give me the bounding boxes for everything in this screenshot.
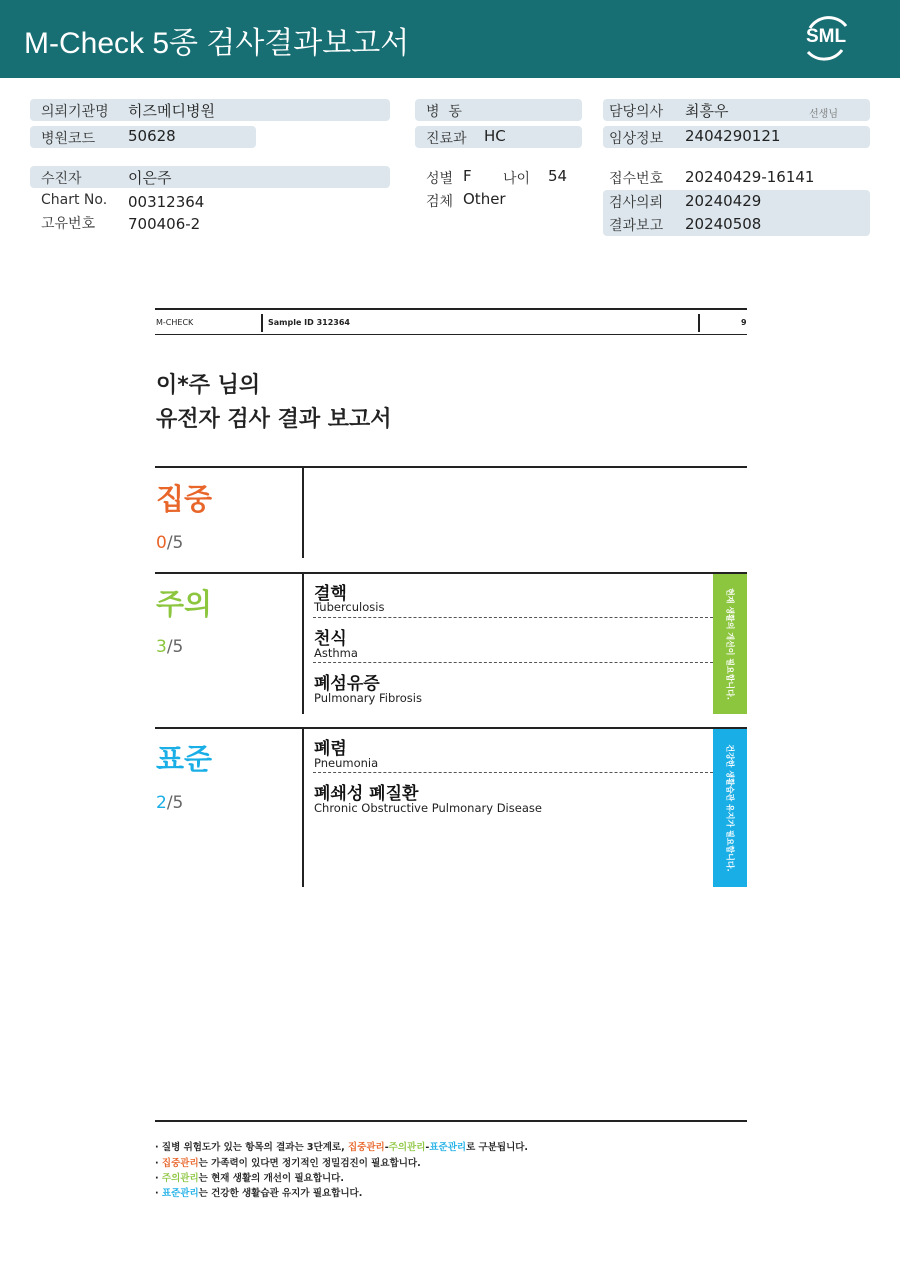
- dept-value: HC: [484, 127, 506, 145]
- request-value: 20240429: [685, 192, 762, 210]
- standard-side-tab: [713, 729, 747, 887]
- receipt-label: 접수번호: [609, 171, 664, 187]
- disease-pneumonia: 폐렴: [314, 739, 347, 759]
- disease-asthma: 천식: [314, 629, 347, 649]
- disease-pneumonia-en: Pneumonia: [314, 756, 379, 770]
- report-heading-2: 유전자 검사 결과 보고서: [156, 407, 392, 432]
- disease-asthma-en: Asthma: [314, 646, 358, 660]
- standard-score: 2/5: [156, 793, 184, 813]
- chart-value: 00312364: [128, 193, 205, 211]
- caution-side-tab: [713, 574, 747, 714]
- standard-side-text: 건강한 생활습관 유지가 필요합니다.: [725, 744, 735, 872]
- request-label: 검사의뢰: [609, 195, 664, 211]
- chart-label: Chart No.: [41, 192, 108, 208]
- patient-label: 수진자: [41, 171, 82, 187]
- sex-label: 성별: [426, 171, 454, 187]
- patient-value: 이은주: [128, 169, 172, 187]
- receipt-value: 20240429-16141: [685, 168, 815, 186]
- category-standard: 표준: [156, 742, 213, 776]
- note-2: · 집중관리는 가족력이 있다면 정기적인 정밀검진이 필요합니다.: [155, 1158, 421, 1169]
- specimen-value: Other: [463, 190, 506, 208]
- standard-top-rule: [155, 727, 747, 729]
- caution-side-text: 현재 생활의 개선이 필요합니다.: [725, 588, 735, 700]
- unique-label: 고유번호: [41, 216, 96, 232]
- hospital-code-label: 병원코드: [41, 131, 96, 147]
- sex-value: F: [463, 167, 472, 185]
- row-separator: [313, 662, 713, 663]
- note-4: · 표준관리는 건강한 생활습관 유지가 필요합니다.: [155, 1188, 363, 1199]
- doctor-label: 담당의사: [609, 104, 664, 120]
- disease-copd: 폐쇄성 폐질환: [314, 784, 419, 804]
- age-value: 54: [548, 167, 568, 185]
- doctor-suffix: 선생님: [809, 109, 838, 120]
- focus-score: 0/5: [156, 533, 184, 553]
- row-separator: [313, 772, 713, 773]
- dept-label: 진료과: [426, 131, 467, 147]
- ward-label: 병 동: [426, 104, 462, 120]
- report-heading-1: 이*주 님의: [156, 373, 261, 398]
- caution-top-rule: [155, 572, 747, 574]
- sample-id: Sample ID 312364: [268, 318, 350, 327]
- sml-logo: [800, 12, 852, 64]
- report-header: [0, 0, 900, 78]
- strip-divider-2: [698, 314, 700, 332]
- clinical-value: 2404290121: [685, 127, 781, 145]
- specimen-label: 검체: [426, 194, 454, 210]
- page-number: 9: [741, 318, 747, 327]
- strip-brand: M-CHECK: [156, 318, 194, 327]
- note-1: · 질병 위험도가 있는 항목의 결과는 3단계로, 집중관리-주의관리-표준관리로 구분됩니다.: [155, 1142, 529, 1153]
- doctor-value: 최흥우: [685, 102, 729, 120]
- result-label: 결과보고: [609, 218, 664, 234]
- institution-label: 의뢰기관명: [41, 104, 109, 120]
- report-title: M-Check 5종 검사결과보고서: [24, 27, 410, 60]
- standard-divider: [302, 729, 304, 887]
- notes-top-rule: [155, 1120, 747, 1122]
- caution-score: 3/5: [156, 637, 184, 657]
- category-caution: 주의: [156, 587, 213, 621]
- logo-text: SML: [805, 26, 847, 47]
- unique-value: 700406-2: [128, 215, 201, 233]
- disease-copd-en: Chronic Obstructive Pulmonary Disease: [314, 801, 542, 815]
- disease-tuberculosis-en: Tuberculosis: [314, 600, 385, 614]
- result-value: 20240508: [685, 215, 762, 233]
- strip-bottom-rule: [155, 334, 747, 335]
- disease-tuberculosis: 결핵: [314, 584, 347, 604]
- focus-top-rule: [155, 466, 747, 468]
- row-separator: [313, 617, 713, 618]
- caution-divider: [302, 574, 304, 714]
- strip-top-rule: [155, 308, 747, 310]
- disease-pulmonary-fibrosis-en: Pulmonary Fibrosis: [314, 691, 422, 705]
- age-label: 나이: [503, 171, 531, 187]
- clinical-label: 임상정보: [609, 131, 664, 147]
- patient-bar: [30, 166, 390, 188]
- hospital-code-value: 50628: [128, 127, 176, 145]
- focus-divider: [302, 468, 304, 558]
- note-3: · 주의관리는 현재 생활의 개선이 필요합니다.: [155, 1173, 344, 1184]
- category-focus: 집중: [156, 482, 213, 516]
- institution-value: 히즈메디병원: [128, 102, 215, 120]
- strip-divider: [261, 314, 263, 332]
- disease-pulmonary-fibrosis: 폐섬유증: [314, 674, 380, 694]
